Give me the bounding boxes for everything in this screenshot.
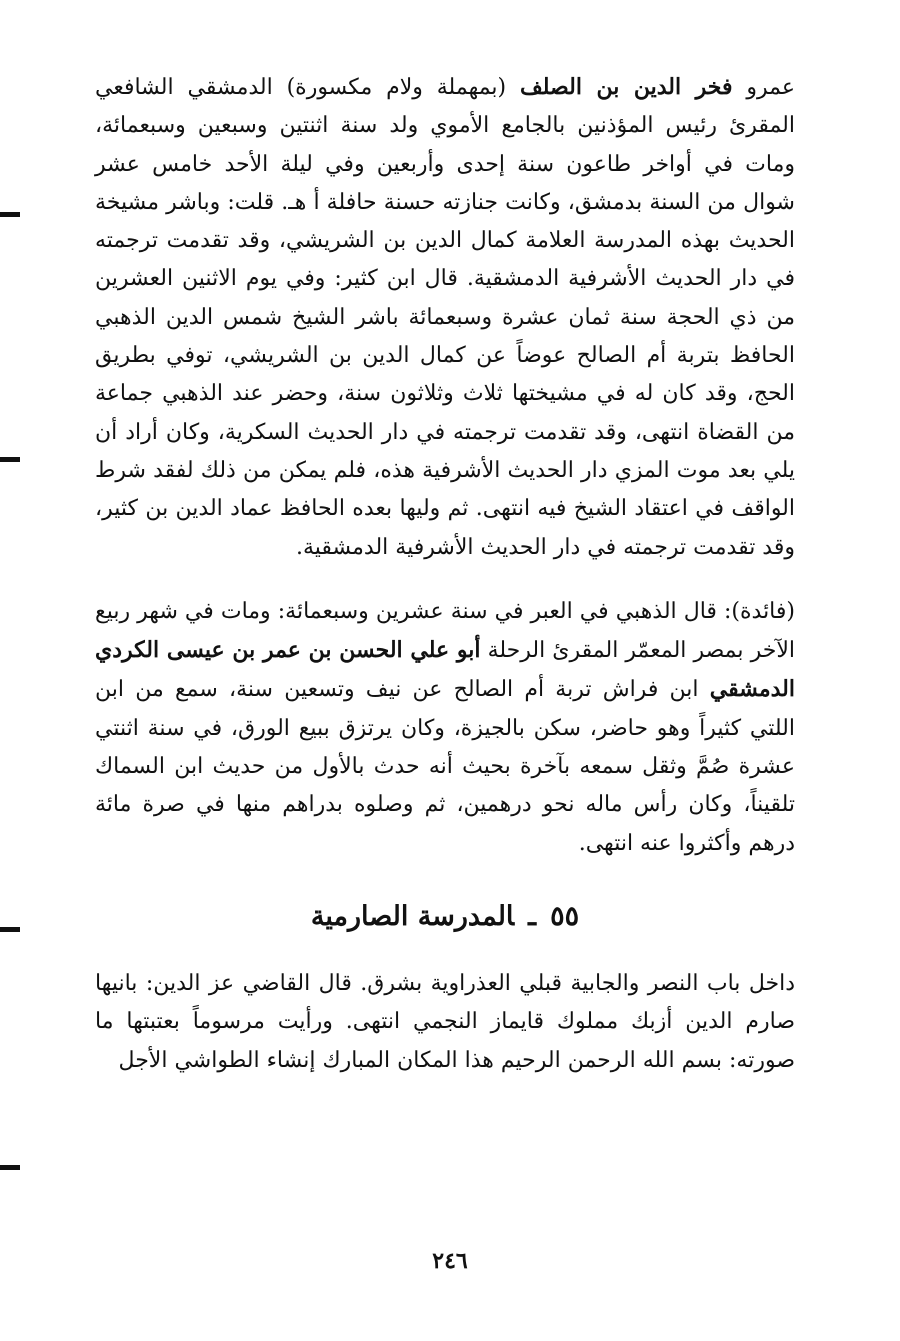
person-name: فخر الدين بن الصلف [520, 74, 733, 100]
margin-mark [0, 457, 20, 462]
paragraph-text: (بمهملة ولام مكسورة) الدمشقي الشافعي المقرئ رئيس المؤذنين بالجامع الأموي ولد سنة اثنتين وسبعين وسبعمائة، ومات في أواخر طاعون سنة إحدى وأربعين وفي ليلة الأحد خامس عشر شوال من السنة بدمشق، وكانت جنازته حسنة حافلة أ هـ. قلت: وباشر مشيخة الحديث بهذه المدرسة العلامة كمال الدين بن الشريشي، وقد تقدمت ترجمته في دار الحديث الأشرفية الدمشقية. قال ابن كثير: وفي يوم الاثنين العشرين من ذي الحجة سنة ثمان عشرة وسبعمائة باشر الشيخ شمس الدين الذهبي الحافظ بتربة أم الصالح عوضاً عن كمال الدين بن الشريشي، توفي بطريق الحج، وقد كان له في مشيختها ثلاث وثلاثون سنة، وحضر عند الذهبي جماعة من القضاة انتهى، وقد تقدمت ترجمته في دار الحديث السكرية، وكان أراد أن يلي بعد موت المزي دار الحديث الأشرفية هذه، فلم يمكن من ذلك لفقد شرط الواقف في اعتقاد الشيخ فيه انتهى. ثم وليها بعده الحافظ عماد الدين بن كثير، وقد تقدمت ترجمته في دار الحديث الأشرفية الدمشقية. [95, 75, 795, 560]
section-title: المدرسة الصارمية [310, 900, 515, 932]
margin-mark [0, 1165, 20, 1170]
paragraph-madrasa-description: داخل باب النصر والجابية قبلي العذراوية بشرق. قال القاضي عز الدين: بانيها صارم الدين أزبك مملوك قايماز النجمي انتهى. ورأيت مرسوماً بعتبتها ما صورته: بسم الله الرحمن الرحيم هذا المكان المبارك إنشاء الطواشي الأجل [95, 970, 795, 1073]
person-name: أبو علي الحسن بن عمر بن عيسى الكردي الدمشقي [95, 637, 795, 703]
paragraph-text: (فائدة): قال الذهبي في العبر في سنة عشرين وسبعمائة: ومات في شهر ربيع الآخر بمصر المعمّر المقرئ الرحلة [95, 598, 795, 664]
paragraph-benefit-note [95, 593, 795, 863]
margin-mark [0, 927, 20, 932]
paragraph-text: ابن فراش تربة أم الصالح عن نيف وتسعين سنة، سمع من ابن اللتي كثيراً وهو حاضر، سكن بالجيزة، وكان يرتزق ببيع الورق، في سنة اثنتي عشرة صُمَّ وثقل سمعه بآخرة بحيث أنه حدث بالأول من حديث ابن السماك تلقيناً، وكان رأس ماله نحو درهمين، ثم وصلوه بدراهم منها في صرة مائة درهم وأكثروا عنه انتهى. [95, 677, 795, 856]
margin-mark [0, 212, 20, 217]
section-number: ٥٥ [550, 900, 580, 932]
paragraph-biography [95, 68, 795, 567]
page-number: ٢٤٦ [432, 1248, 468, 1274]
paragraph-text: عمرو [732, 75, 795, 100]
section-heading [95, 897, 795, 937]
page-body [95, 68, 795, 1080]
section-dash: ـ [528, 900, 537, 932]
